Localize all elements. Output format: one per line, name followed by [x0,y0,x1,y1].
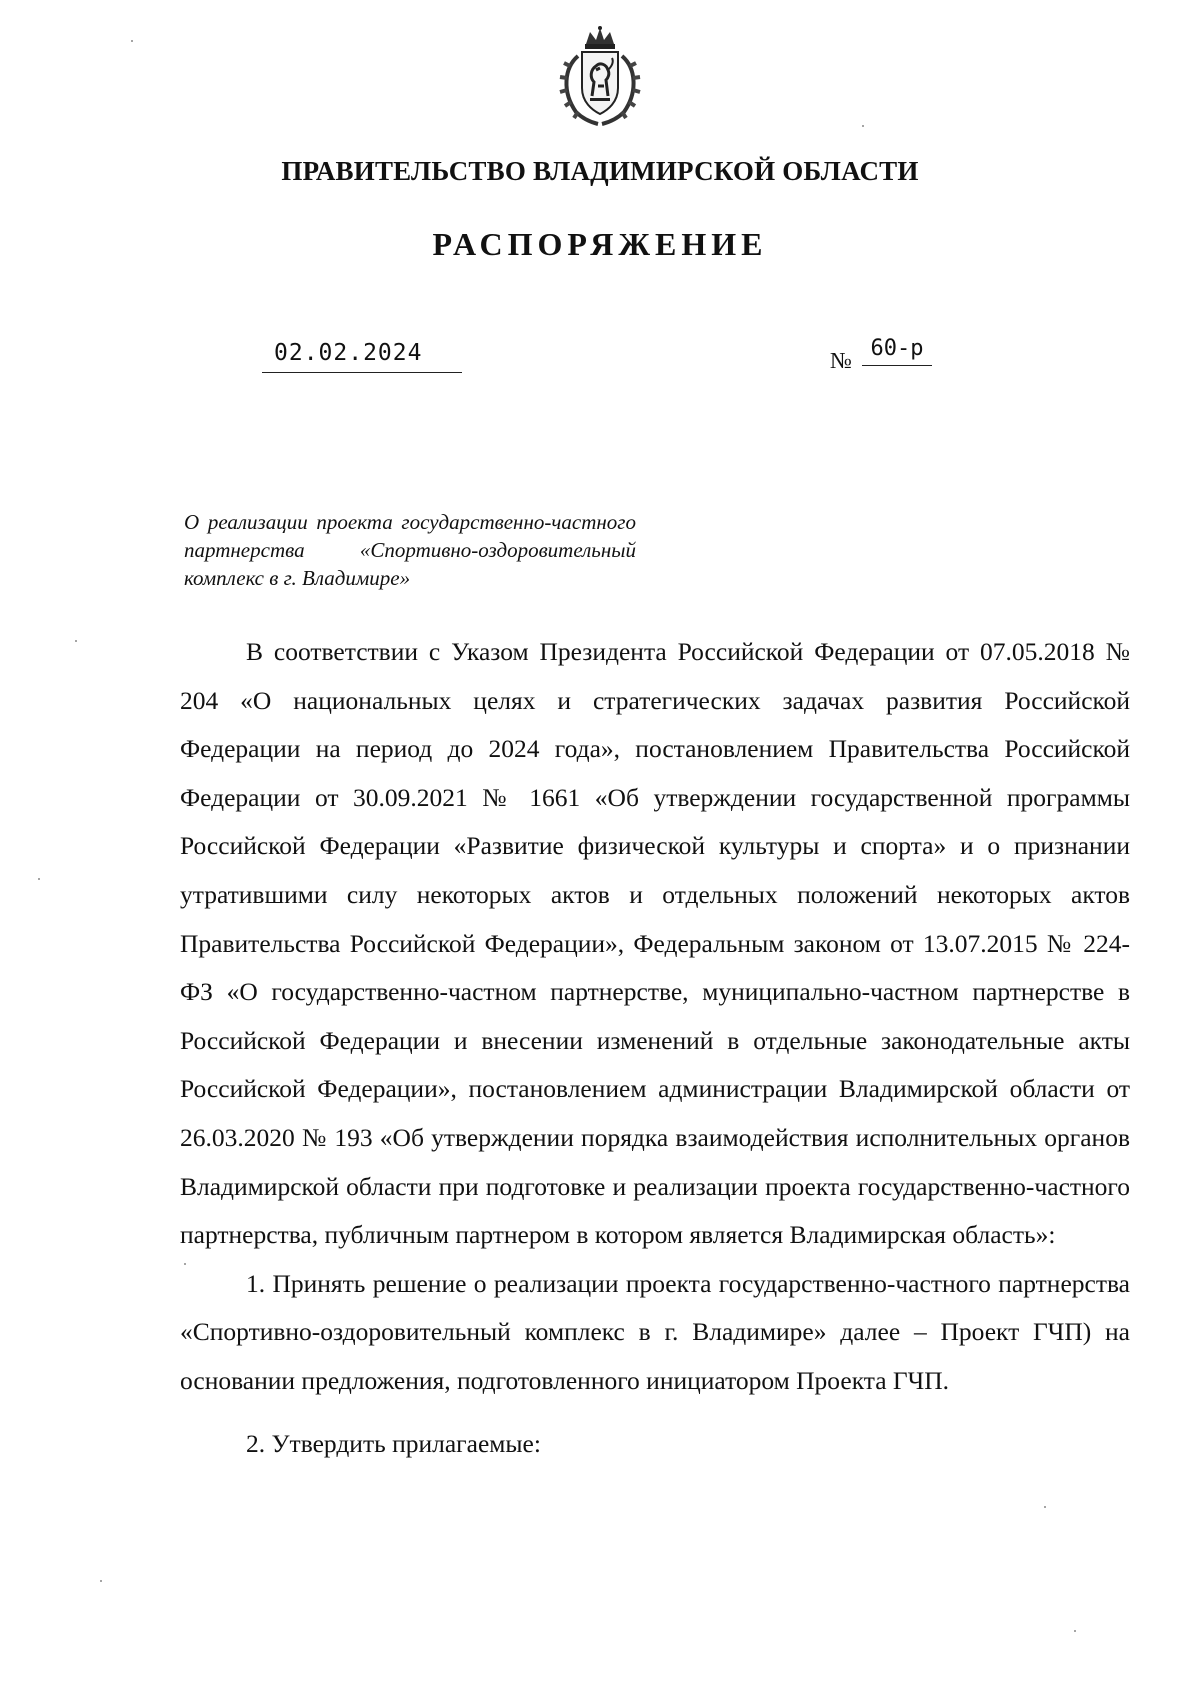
scan-speck [1074,1630,1076,1632]
order-number: 60-р [862,336,932,366]
order-date: 02.02.2024 [262,340,462,373]
order-item-2: 2. Утвердить прилагаемые: [246,1428,541,1458]
scan-speck [131,40,133,42]
scan-speck [100,1580,102,1582]
scan-speck [184,1263,186,1265]
scan-speck [75,640,77,642]
order-subject: О реализации проекта государственно-частного партнерства «Спортивно-оздоровительный комплекс в г. Владимире» [184,510,636,590]
order-item-1: 1. Принять решение о реализации проекта государственно-частного партнерства «Спортивно-оздоровительный комплекс в г. Владимире» далее – Проект ГЧП) на основании предложения, подготовленного инициатором Проекта ГЧП. [180,1268,1130,1395]
scan-speck [1044,1506,1046,1508]
coat-of-arms-icon [556,26,644,126]
government-name: ПРАВИТЕЛЬСТВО ВЛАДИМИРСКОЙ ОБЛАСТИ [281,156,919,186]
number-sign: № [830,348,852,373]
document-type-title: РАСПОРЯЖЕНИЕ [432,226,768,262]
scan-speck [38,878,40,880]
order-body [180,628,1130,1468]
scan-speck [862,125,864,127]
preamble-paragraph: В соответствии с Указом Президента Российской Федерации от 07.05.2018 № 204 «О национальных целях и стратегических задачах развития Российской Федерации на период до 2024 года», постановлением Правительства Российской Федерации от 30.09.2021 № 1661 «Об утверждении государственной программы Российской Федерации «Развитие физической культуры и спорта» и о признании утратившими силу некоторых актов и отдельных положений некоторых актов Правительства Российской Федерации», Федеральным законом от 13.07.2015 № 224-ФЗ «О государственно-частном партнерстве, муниципально-частном партнерстве в Российской Федерации и внесении изменений в отдельные законодательные акты Российской Федерации», постановлением администрации Владимирской области от 26.03.2020 № 193 «Об утверждении порядка взаимодействия исполнительных органов Владимирской области при подготовке и реализации проекта государственно-частного партнерства, публичным партнером в котором является Владимирская область»: [180,637,1130,1250]
